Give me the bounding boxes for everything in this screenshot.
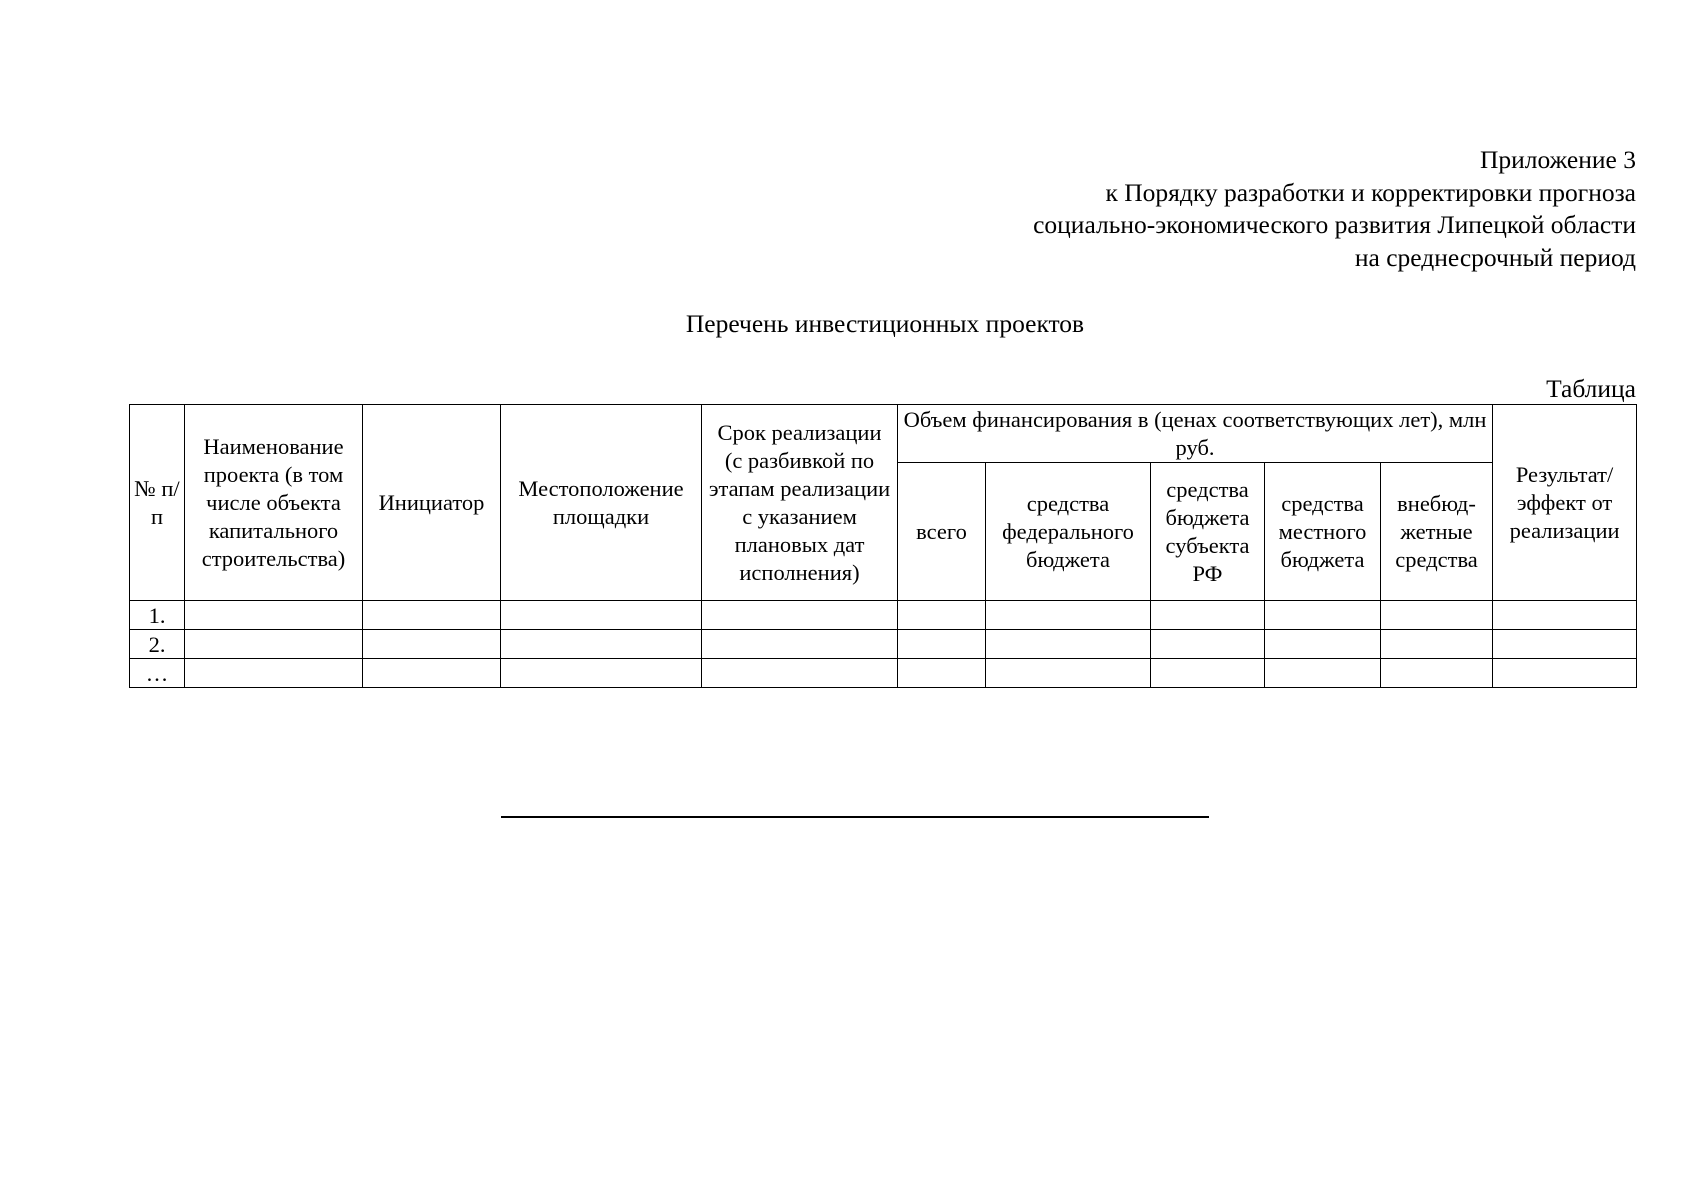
appendix-line: к Порядку разработки и корректировки прогноза xyxy=(1105,177,1636,207)
table-row xyxy=(130,630,1637,659)
table-cell xyxy=(501,601,702,630)
table-cell xyxy=(986,601,1151,630)
header-financing: Объем финансирования в (ценах соответствующих лет), млн руб. xyxy=(898,405,1493,463)
header-result: Результат/ эффект от реализации xyxy=(1493,405,1637,601)
header-off-budget: внебюд-жетные средства xyxy=(1381,463,1493,601)
table-cell xyxy=(1265,659,1381,688)
header-regional-budget: средства бюджета субъекта РФ xyxy=(1151,463,1265,601)
table-row xyxy=(130,659,1637,688)
table-cell xyxy=(1493,659,1637,688)
table-cell xyxy=(185,630,363,659)
row-number: … xyxy=(130,659,185,688)
investment-projects-table xyxy=(129,404,1637,688)
table-cell xyxy=(363,630,501,659)
table-cell xyxy=(702,601,898,630)
table-row xyxy=(130,601,1637,630)
table-cell xyxy=(1381,601,1493,630)
table-cell xyxy=(501,659,702,688)
appendix-line: социально-экономического развития Липецкой области xyxy=(1033,210,1636,239)
header-location: Местоположение площадки xyxy=(501,405,702,601)
table-cell xyxy=(1265,630,1381,659)
header-initiator: Инициатор xyxy=(363,405,501,601)
row-number: 1. xyxy=(130,601,185,630)
table-cell xyxy=(1265,601,1381,630)
table-cell xyxy=(363,659,501,688)
table-cell xyxy=(702,630,898,659)
table-cell xyxy=(986,659,1151,688)
table-cell xyxy=(702,659,898,688)
header-total: всего xyxy=(898,463,986,601)
table-cell xyxy=(185,659,363,688)
table-cell xyxy=(898,630,986,659)
table-cell xyxy=(986,630,1151,659)
header-project-name: Наименование проекта (в том числе объекта капитального строительства) xyxy=(185,405,363,601)
table-cell xyxy=(898,601,986,630)
table-cell xyxy=(1151,630,1265,659)
header-term: Срок реализации (с разбивкой по этапам реализации с указанием плановых дат исполнения) xyxy=(702,405,898,601)
appendix-header xyxy=(1033,144,1636,274)
table-cell xyxy=(1151,659,1265,688)
table-cell xyxy=(501,630,702,659)
appendix-line: Приложение 3 xyxy=(1480,145,1636,174)
header-num: № п/п xyxy=(130,405,185,601)
table-cell xyxy=(1381,659,1493,688)
table-cell xyxy=(363,601,501,630)
table-cell xyxy=(1151,601,1265,630)
closing-rule xyxy=(501,816,1209,818)
row-number: 2. xyxy=(130,630,185,659)
table-cell xyxy=(898,659,986,688)
header-federal-budget: средства федерального бюджета xyxy=(986,463,1151,601)
table-cell xyxy=(1493,630,1637,659)
header-local-budget: средства местного бюджета xyxy=(1265,463,1381,601)
table-cell xyxy=(1381,630,1493,659)
document-title: Перечень инвестиционных проектов xyxy=(685,309,1085,338)
table-label: Таблица xyxy=(1546,374,1636,403)
table-cell xyxy=(185,601,363,630)
table-cell xyxy=(1493,601,1637,630)
appendix-line: на среднесрочный период xyxy=(1354,242,1636,272)
